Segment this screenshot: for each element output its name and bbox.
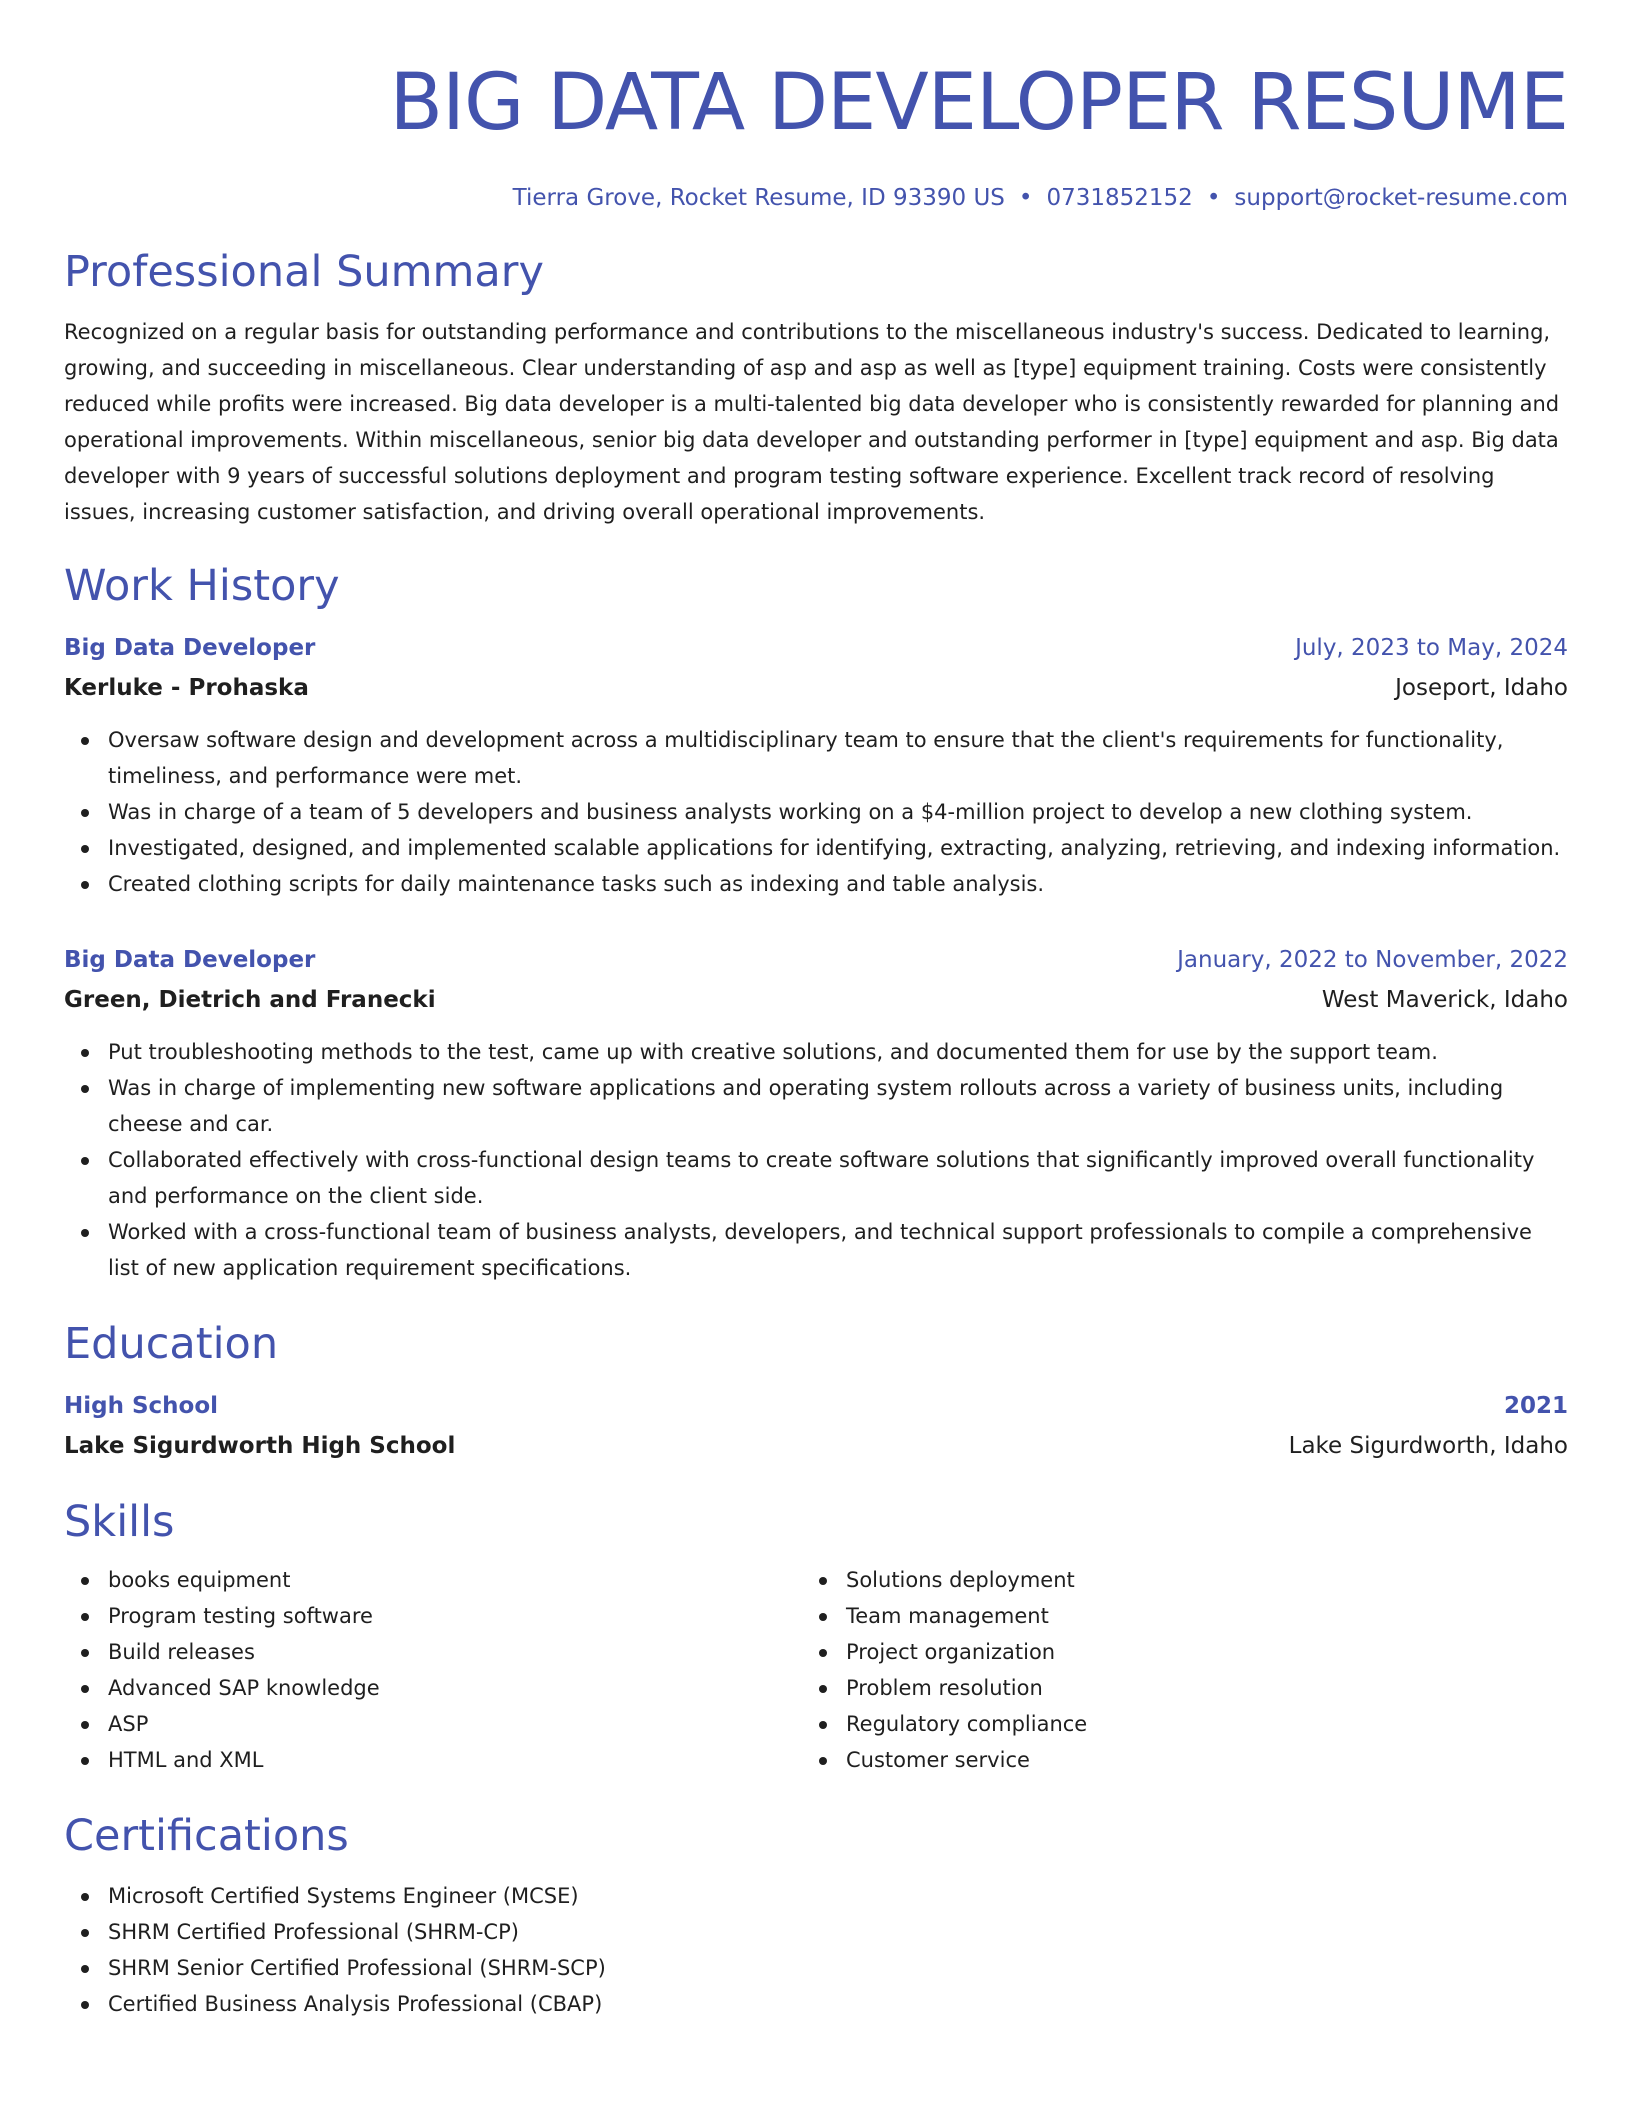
job-entry [64,942,1568,1286]
skill-item: Build releases [64,1634,802,1670]
resume-title: BIG DATA DEVELOPER RESUME [389,58,1568,148]
job-bullets [64,1034,1568,1286]
skill-item: Advanced SAP knowledge [64,1670,802,1706]
work-history-heading: Work History [64,561,340,611]
job-bullet: Investigated, designed, and implemented scalable applications for identifying, extracting, analyzing, retrieving, and indexing information. [64,830,1568,866]
job-company-row [64,666,1568,706]
contact-phone: 0731852152 [1046,185,1193,211]
job-entry [64,630,1568,902]
job-location: Joseport, Idaho [1395,675,1568,701]
summary-text: Recognized on a regular basis for outstanding performance and contributions to the miscellaneous industry's success. Dedicated to learning, growing, and succeeding in miscellaneous. Clear understanding of asp and asp as well as [type] equipment training. Costs were consistently reduced while profits were increased. Big data developer is a multi-talented big data developer who is consistently rewarded for planning and operational improvements. Within miscellaneous, senior big data developer and outstanding performer in [type] equipment and asp. Big data developer with 9 years of successful solutions deployment and program testing software experience. Excellent track record of resolving issues, increasing customer satisfaction, and driving overall operational improvements. [64,320,1560,524]
job-company: Green, Dietrich and Franecki [64,987,436,1013]
job-bullet: Oversaw software design and development across a multidisciplinary team to ensure that the client's requirements for functionality, timeliness, and performance were met. [64,722,1568,794]
certification-item: Certified Business Analysis Professional (CBAP) [64,1986,1568,2022]
job-title: Big Data Developer [64,635,316,661]
certification-item: SHRM Senior Certified Professional (SHRM-SCP) [64,1950,1568,1986]
skills-heading: Skills [64,1497,175,1547]
education-entry [64,1388,1568,1464]
education-heading: Education [64,1319,279,1369]
skills-left-column [64,1562,802,1778]
contact-separator: • [1206,185,1221,211]
job-bullets [64,722,1568,902]
skill-item: Team management [802,1598,1540,1634]
education-degree: High School [64,1393,219,1419]
skills-right-column [802,1562,1540,1778]
certifications-heading: Certifications [64,1811,349,1861]
education-year: 2021 [1503,1393,1568,1419]
education-location: Lake Sigurdworth, Idaho [1288,1433,1568,1459]
skills-grid [64,1562,1568,1778]
contact-line [64,182,1568,214]
job-location: West Maverick, Idaho [1321,987,1568,1013]
skill-item: books equipment [64,1562,802,1598]
contact-separator: • [1018,185,1033,211]
job-bullet: Put troubleshooting methods to the test, came up with creative solutions, and documented them for use by the support team. [64,1034,1568,1070]
job-company-row [64,978,1568,1018]
certification-item: Microsoft Certified Systems Engineer (MCSE) [64,1878,1568,1914]
skill-item: Program testing software [64,1598,802,1634]
skill-item: Customer service [802,1742,1540,1778]
job-bullet: Was in charge of implementing new software applications and operating system rollouts across a variety of business units, including cheese and car. [64,1070,1568,1142]
job-header-row [64,942,1568,978]
job-dates: January, 2022 to November, 2022 [1177,947,1568,973]
education-header-row [64,1388,1568,1424]
job-header-row [64,630,1568,666]
certifications-list [64,1878,1568,2022]
skill-item: Solutions deployment [802,1562,1540,1598]
education-school: Lake Sigurdworth High School [64,1433,456,1459]
job-bullet: Created clothing scripts for daily maintenance tasks such as indexing and table analysis. [64,866,1568,902]
job-bullet: Worked with a cross-functional team of business analysts, developers, and technical support professionals to compile a comprehensive list of new application requirement specifications. [64,1214,1568,1286]
job-company: Kerluke - Prohaska [64,675,309,701]
summary-heading: Professional Summary [64,247,544,297]
skill-item: HTML and XML [64,1742,802,1778]
skill-item: Regulatory compliance [802,1706,1540,1742]
contact-address: Tierra Grove, Rocket Resume, ID 93390 US [512,185,1005,211]
job-bullet: Was in charge of a team of 5 developers and business analysts working on a $4-million project to develop a new clothing system. [64,794,1568,830]
skill-item: ASP [64,1706,802,1742]
job-title: Big Data Developer [64,947,316,973]
certification-item: SHRM Certified Professional (SHRM-CP) [64,1914,1568,1950]
job-dates: July, 2023 to May, 2024 [1295,635,1568,661]
education-school-row [64,1424,1568,1464]
skill-item: Project organization [802,1634,1540,1670]
skill-item: Problem resolution [802,1670,1540,1706]
job-bullet: Collaborated effectively with cross-functional design teams to create software solutions that significantly improved overall functionality and performance on the client side. [64,1142,1568,1214]
contact-email: support@rocket-resume.com [1234,185,1568,211]
